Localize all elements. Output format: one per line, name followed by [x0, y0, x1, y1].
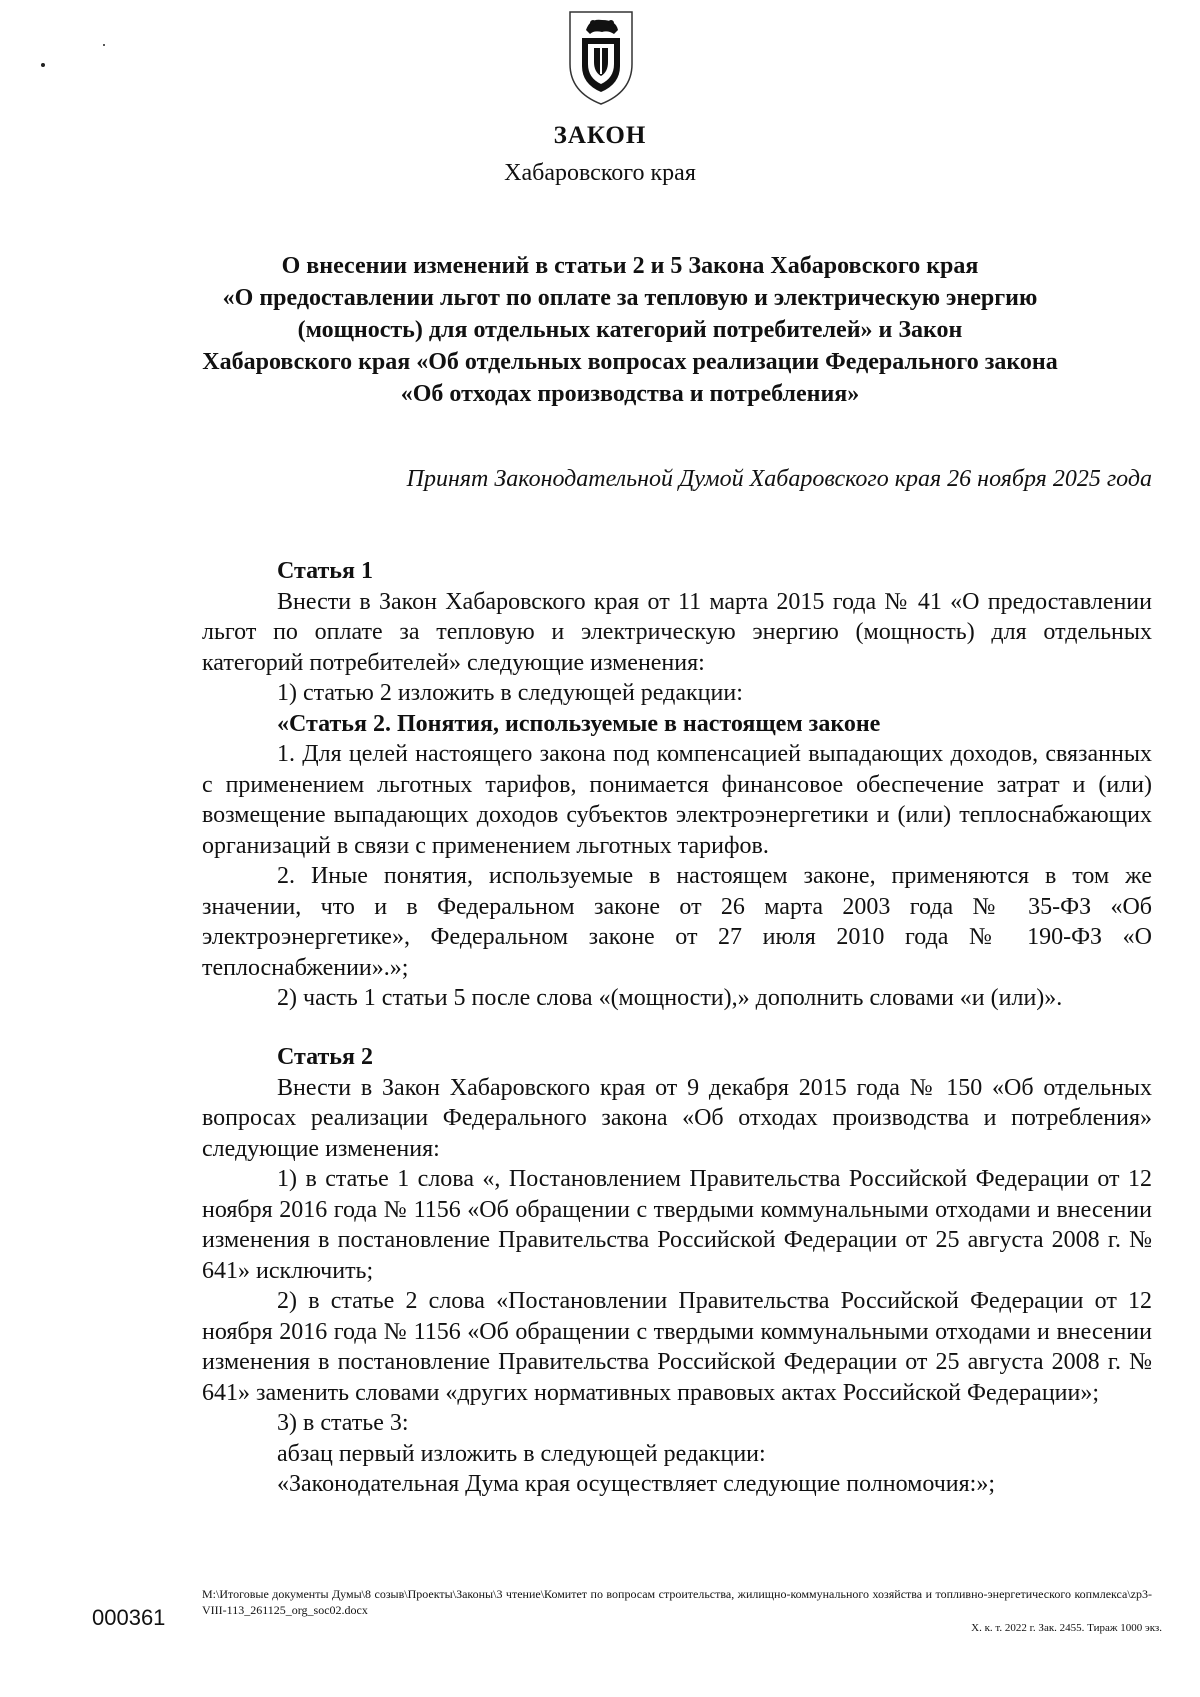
law-title-line: О внесении изменений в статьи 2 и 5 Закона Хабаровского края [281, 253, 979, 279]
article-1 [202, 556, 1152, 1014]
article-2 [202, 1042, 1152, 1500]
scan-speck [103, 44, 105, 46]
article-2-item-3-line-1: абзац первый изложить в следующей редакции: [277, 1440, 766, 1467]
adoption-statement: Принят Законодательной Думой Хабаровского края 26 ноября 2025 года [406, 466, 1152, 492]
article-1-intro: Внести в Закон Хабаровского края от 11 марта 2015 года № 41 «О предоставлении льгот по оплате за тепловую и электрическую энергию (мощность) для отдельных категорий потребителей» следующие изменения: [202, 588, 1152, 676]
law-title-line: «О предоставлении льгот по оплате за тепловую и электрическую энергию [222, 285, 1038, 311]
law-title-line: (мощность) для отдельных категорий потребителей» и Закон [297, 317, 963, 343]
article-2-item-1: 1) в статье 1 слова «, Постановлением Правительства Российской Федерации от 12 ноября 2016 года № 1156 «Об обращении с твердыми коммунальными отходами и внесении изменения в постановление Правительства Российской Федерации от 25 августа 2008 г. № 641» исключить; [202, 1166, 1152, 1284]
file-path: М:\Итоговые документы Думы\8 созыв\Проекты\Законы\3 чтение\Комитет по вопросам строительства, жилищно-коммунального хозяйства и топливно-энергетического копмлекса\zp3-VIII-113_261125_org_soc02.docx [202, 1587, 1152, 1617]
law-title [180, 250, 1080, 410]
article-2-heading: Статья 2 [277, 1044, 373, 1070]
law-title-line: Хабаровского края «Об отдельных вопросах реализации Федерального закона [202, 349, 1058, 375]
document-number: 000361 [92, 1605, 166, 1630]
law-title-line: «Об отходах производства и потребления» [400, 381, 860, 407]
article-1-quoted-heading: «Статья 2. Понятия, используемые в настоящем законе [277, 710, 881, 737]
article-2-item-3: 3) в статье 3: [277, 1410, 409, 1436]
print-info: Х. к. т. 2022 г. Зак. 2455. Тираж 1000 экз. [971, 1622, 1162, 1634]
article-1-paragraph-2: 2. Иные понятия, используемые в настоящем законе, применяются в том же значении, что и в Федеральном законе от 26 марта 2003 года № 35-ФЗ «Об электроэнергетике», Федеральном законе от 27 июля 2010 года № 190-ФЗ «О теплоснабжении».»; [202, 863, 1152, 981]
article-1-item-1: 1) статью 2 изложить в следующей редакции: [277, 680, 743, 706]
scan-speck [41, 63, 45, 67]
article-1-item-2: 2) часть 1 статьи 5 после слова «(мощности),» дополнить словами «и (или)». [277, 985, 1063, 1011]
article-1-paragraph-1: 1. Для целей настоящего закона под компенсацией выпадающих доходов, связанных с применением льготных тарифов, понимается финансовое обеспечение затрат и (или) возмещение выпадающих доходов субъектов электроэнергетики и (или) теплоснабжающих организаций в связи с применением льготных тарифов. [202, 741, 1152, 859]
coat-of-arms-emblem [564, 8, 638, 106]
article-2-item-3-line-2: «Законодательная Дума края осуществляет следующие полномочия:»; [277, 1471, 995, 1497]
article-1-heading: Статья 1 [277, 558, 373, 584]
article-2-item-2: 2) в статье 2 слова «Постановлении Правительства Российской Федерации от 12 ноября 2016 года № 1156 «Об обращении с твердыми коммунальными отходами и внесении изменения в постановление Правительства Российской Федерации от 25 августа 2008 г. № 641» заменить словами «других нормативных правовых актах Российской Федерации»; [202, 1288, 1152, 1406]
document-type: ЗАКОН [553, 122, 647, 149]
article-2-intro: Внести в Закон Хабаровского края от 9 декабря 2015 года № 150 «Об отдельных вопросах реализации Федерального закона «Об отходах производства и потребления» следующие изменения: [202, 1074, 1152, 1162]
region-name: Хабаровского края [504, 160, 696, 186]
